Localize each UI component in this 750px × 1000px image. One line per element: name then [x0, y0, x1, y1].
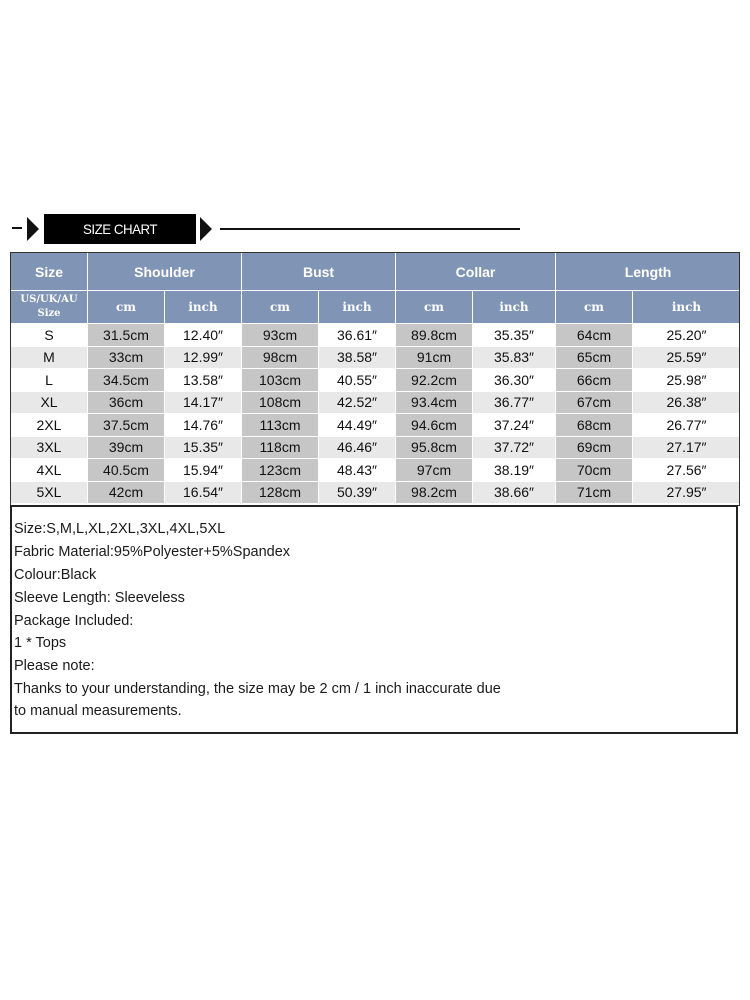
- inch-cell: 50.39″: [319, 481, 396, 504]
- cm-cell: 93cm: [242, 324, 319, 347]
- size-cell: 5XL: [11, 481, 88, 504]
- size-cell: L: [11, 369, 88, 392]
- banner-rule: [220, 228, 520, 230]
- table-row: [11, 436, 741, 459]
- inch-cell: 37.72″: [473, 436, 556, 459]
- cm-cell: 39cm: [88, 436, 165, 459]
- inch-cell: 36.61″: [319, 324, 396, 347]
- header-bust: Bust: [242, 253, 396, 291]
- size-cell: 2XL: [11, 414, 88, 437]
- inch-cell: 42.52″: [319, 391, 396, 414]
- inch-cell: 38.58″: [319, 346, 396, 369]
- cm-cell: 40.5cm: [88, 459, 165, 482]
- info-line: to manual measurements.: [14, 703, 182, 719]
- inch-cell: 35.83″: [473, 346, 556, 369]
- table-row: [11, 391, 741, 414]
- unit-header: cm: [556, 291, 633, 324]
- info-line: Fabric Material:95%Polyester+5%Spandex: [14, 544, 291, 560]
- cm-cell: 33cm: [88, 346, 165, 369]
- cm-cell: 89.8cm: [396, 324, 473, 347]
- unit-header: inch: [473, 291, 556, 324]
- inch-cell: 25.20″: [633, 324, 741, 347]
- inch-cell: 37.24″: [473, 414, 556, 437]
- unit-header: cm: [88, 291, 165, 324]
- banner-left-arrow: [27, 217, 39, 241]
- info-line: Thanks to your understanding, the size may be 2 cm / 1 inch inaccurate due: [14, 681, 501, 697]
- inch-cell: 35.35″: [473, 324, 556, 347]
- cm-cell: 97cm: [396, 459, 473, 482]
- inch-cell: 38.66″: [473, 481, 556, 504]
- inch-cell: 48.43″: [319, 459, 396, 482]
- cm-cell: 94.6cm: [396, 414, 473, 437]
- inch-cell: 12.40″: [165, 324, 242, 347]
- cm-cell: 64cm: [556, 324, 633, 347]
- size-cell: 4XL: [11, 459, 88, 482]
- table-body: [11, 324, 741, 504]
- banner-right-arrow: [200, 217, 212, 241]
- inch-cell: 26.77″: [633, 414, 741, 437]
- inch-cell: 13.58″: [165, 369, 242, 392]
- size-cell: XL: [11, 391, 88, 414]
- header-shoulder: Shoulder: [88, 253, 242, 291]
- inch-cell: 27.95″: [633, 481, 741, 504]
- inch-cell: 25.98″: [633, 369, 741, 392]
- inch-cell: 46.46″: [319, 436, 396, 459]
- cm-cell: 68cm: [556, 414, 633, 437]
- cm-cell: 113cm: [242, 414, 319, 437]
- table-row: [11, 346, 741, 369]
- info-line: 1 * Tops: [14, 635, 67, 651]
- cm-cell: 42cm: [88, 481, 165, 504]
- cm-cell: 108cm: [242, 391, 319, 414]
- inch-cell: 36.77″: [473, 391, 556, 414]
- cm-cell: 95.8cm: [396, 436, 473, 459]
- cm-cell: 31.5cm: [88, 324, 165, 347]
- info-line: Please note:: [14, 658, 95, 674]
- table-row: [11, 414, 741, 437]
- cm-cell: 92.2cm: [396, 369, 473, 392]
- info-line: Size:S,M,L,XL,2XL,3XL,4XL,5XL: [14, 521, 226, 537]
- inch-cell: 44.49″: [319, 414, 396, 437]
- table-row: [11, 459, 741, 482]
- cm-cell: 70cm: [556, 459, 633, 482]
- inch-cell: 27.17″: [633, 436, 741, 459]
- inch-cell: 15.94″: [165, 459, 242, 482]
- info-line: Sleeve Length: Sleeveless: [14, 590, 185, 606]
- cm-cell: 123cm: [242, 459, 319, 482]
- cm-cell: 93.4cm: [396, 391, 473, 414]
- cm-cell: 37.5cm: [88, 414, 165, 437]
- cm-cell: 65cm: [556, 346, 633, 369]
- inch-cell: 25.59″: [633, 346, 741, 369]
- cm-cell: 66cm: [556, 369, 633, 392]
- inch-cell: 36.30″: [473, 369, 556, 392]
- inch-cell: 14.76″: [165, 414, 242, 437]
- size-cell: M: [11, 346, 88, 369]
- inch-cell: 27.56″: [633, 459, 741, 482]
- unit-header: inch: [319, 291, 396, 324]
- inch-cell: 38.19″: [473, 459, 556, 482]
- inch-cell: 16.54″: [165, 481, 242, 504]
- table-row: [11, 481, 741, 504]
- inch-cell: 12.99″: [165, 346, 242, 369]
- size-table: [10, 252, 741, 504]
- unit-header-row: [11, 291, 741, 324]
- size-cell: 3XL: [11, 436, 88, 459]
- banner-title: SIZE CHART: [44, 214, 196, 244]
- size-region-label: US/UK/AU: [20, 294, 78, 305]
- inch-cell: 15.35″: [165, 436, 242, 459]
- group-header-row: [11, 253, 741, 291]
- size-region-sublabel: Size: [37, 308, 61, 319]
- unit-header: inch: [633, 291, 741, 324]
- header-size: Size: [11, 253, 88, 291]
- cm-cell: 34.5cm: [88, 369, 165, 392]
- cm-cell: 118cm: [242, 436, 319, 459]
- cm-cell: 91cm: [396, 346, 473, 369]
- cm-cell: 128cm: [242, 481, 319, 504]
- cm-cell: 67cm: [556, 391, 633, 414]
- size-chart-banner: [0, 205, 750, 253]
- cm-cell: 98cm: [242, 346, 319, 369]
- size-cell: S: [11, 324, 88, 347]
- table-row: [11, 369, 741, 392]
- header-size-region: [11, 291, 88, 324]
- inch-cell: 26.38″: [633, 391, 741, 414]
- cm-cell: 69cm: [556, 436, 633, 459]
- inch-cell: 40.55″: [319, 369, 396, 392]
- cm-cell: 36cm: [88, 391, 165, 414]
- cm-cell: 103cm: [242, 369, 319, 392]
- banner-dash: [12, 227, 22, 229]
- header-length: Length: [556, 253, 741, 291]
- cm-cell: 98.2cm: [396, 481, 473, 504]
- product-info-box: [10, 505, 738, 734]
- unit-header: inch: [165, 291, 242, 324]
- info-line: Package Included:: [14, 613, 134, 629]
- header-collar: Collar: [396, 253, 556, 291]
- cm-cell: 71cm: [556, 481, 633, 504]
- table-row: [11, 324, 741, 347]
- unit-header: cm: [396, 291, 473, 324]
- inch-cell: 14.17″: [165, 391, 242, 414]
- unit-header: cm: [242, 291, 319, 324]
- info-line: Colour:Black: [14, 567, 97, 583]
